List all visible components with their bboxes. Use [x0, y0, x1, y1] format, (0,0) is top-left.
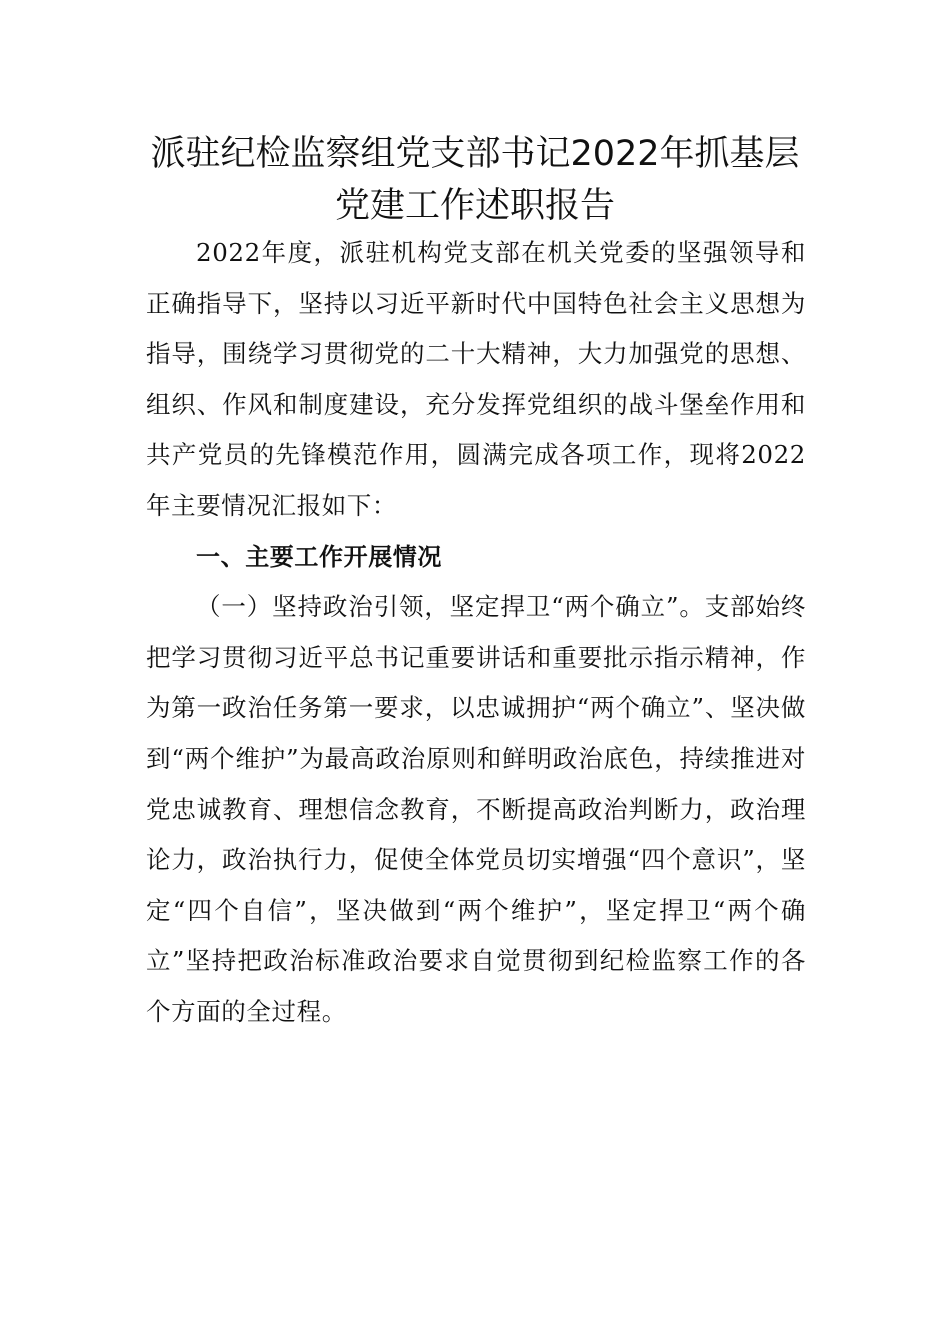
- section-paragraph: （一）坚持政治引领，坚定捍卫“两个确立”。支部始终把学习贯彻习近平总书记重要讲话和重要批示指示精神，作为第一政治任务第一要求，以忠诚拥护“两个确立”、坚决做到“两个维护”为最高政治原则和鲜明政治底色，持续推进对党忠诚教育、理想信念教育，不断提高政治判断力，政治理论力，政治执行力，促使全体党员切实增强“四个意识”，坚定“四个自信”，坚决做到“两个维护”，坚定捍卫“两个确立”坚持把政治标准政治要求自觉贯彻到纪检监察工作的各个方面的全过程。: [146, 592, 806, 1026]
- document-title-line-1: 派驻纪检监察组党支部书记2022年抓基层: [150, 134, 800, 174]
- document-title-line-2: 党建工作述职报告: [334, 186, 615, 226]
- document-body: [146, 228, 806, 1038]
- section-heading: 一、主要工作开展情况: [196, 542, 442, 571]
- intro-paragraph: 2022年度，派驻机构党支部在机关党委的坚强领导和正确指导下，坚持以习近平新时代中国特色社会主义思想为指导，围绕学习贯彻党的二十大精神，大力加强党的思想、组织、作风和制度建设，充分发挥党组织的战斗堡垒作用和共产党员的先锋模范作用，圆满完成各项工作，现将2022年主要情况汇报如下：: [146, 238, 806, 520]
